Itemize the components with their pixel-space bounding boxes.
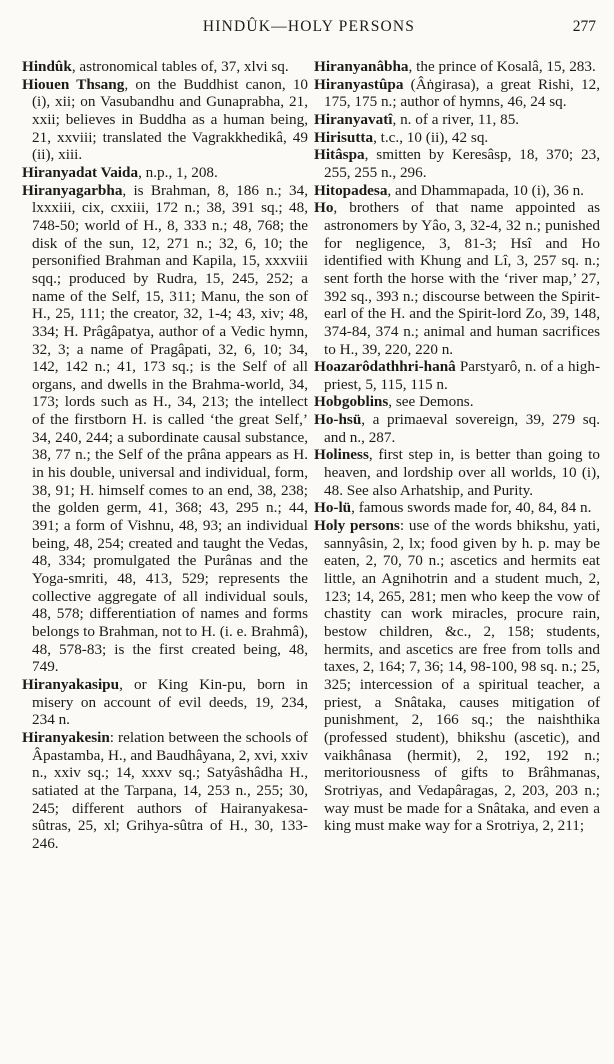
running-title: HINDÛK—HOLY PERSONS [202, 18, 416, 35]
entry-text: (Âṅgirasa), a great Rishi, 12, 175, 175 n.; author of hymns, 46, 24 sq. [324, 75, 600, 111]
index-entry [22, 76, 308, 164]
entry-headword: Hiouen Thsang [22, 75, 125, 93]
entry-text: : relation between the schools of Âpastamba, H., and Baudhâyana, 2, xvi, xxiv n., xxiv sq.; 14, xxxv sq.; Satyâshâdha H., satiated at the Tarpana, 14, 253 n., 255; 30, 245; different authors of Hairanyakesa-sûtras, 25, xl; Grihya-sûtra of H., 30, 133-246. [32, 728, 308, 852]
entry-text: , n. of a river, 11, 85. [392, 110, 520, 128]
index-entry [22, 58, 308, 76]
entry-headword: Hiranyakesin [22, 728, 110, 746]
index-entry [22, 676, 308, 729]
entry-text: , the prince of Kosalâ, 15, 283. [408, 58, 596, 75]
entry-headword: Ho-hsü [314, 411, 362, 429]
entry-headword: Hitopadesa [314, 181, 388, 199]
entry-text: Parstyarô, n. of a high-priest, 5, 115, 115 n. [324, 358, 600, 393]
entry-text: , famous swords made for, 40, 84, 84 n. [351, 499, 592, 517]
entry-headword: Hirisutta [314, 128, 374, 146]
entry-text: , is Brahman, 8, 186 n.; 34, lxxxiii, cix, cxxiii, 172 n.; 38, 391 sq.; 48, 748-50; world of H., 8, 333 n.; 48, 768; the disk of the sun, 12, 271 n.; 32, 6, 10; the personified Brahman and Kapila, 15, xxxviii sqq.; produced by Rudra, 15, 245, 252; a name of the Self, 15, 311; Manu, the son of H., 25, 111; the creator, 32, 1-4; 43, xiv; 48, 334; H. Prâgâpatya, author of a Vedic hymn, 32, 3; a name of Pragâpati, 32, 6, 10; 34, 142, 142 n.; 41, 173 sq.; is the Self of all organs, and dwells in the Brahma-world, 34, 173; lords such as H., 34, 213; the intellect of the firstborn H. is called ‘the great Self,’ 34, 240, 244; a subordinate causal substance, 38, 77 n.; the Self of the prâna appears as H. in his double, universal and individual, form, 38, 91; H. himself comes to an end, 38, 238; the golden germ, 41, 368; 43, 295 n.; 44, 391; a form of Vishnu, 48, 93; an individual being, 48, 254; created and taught the Vedas, 48, 334; promulgated the Purânas and the Yoga-smriti, 48, 413, 529; represents the collective aggregate of all individual souls, 48, 578; differentiation of names and forms belongs to Brahman, not to H. (i. e. Brahmâ), 48, 578-83; is the first created being, 48, 749. [32, 181, 308, 676]
entry-text: , or King Kin-pu, born in misery on account of evil deeds, 19, 234, 234 n. [32, 675, 308, 729]
entry-text: , smitten by Keresâsp, 18, 370; 23, 255, 255 n., 296. [324, 146, 600, 181]
entry-text: , see Demons. [388, 393, 474, 411]
entry-text: , and Dhammapada, 10 (i), 36 n. [387, 181, 584, 199]
index-entry [314, 499, 600, 517]
index-entry [22, 182, 308, 676]
entry-headword: Hobgoblins [314, 393, 389, 411]
index-column-left [22, 58, 308, 853]
entry-text: , n.p., 1, 208. [138, 163, 218, 181]
entry-headword: Hiranyakasipu [22, 675, 120, 693]
index-entry [314, 111, 600, 129]
entry-headword: Holiness [314, 446, 369, 464]
entry-headword: Hiranyanâbha [314, 58, 409, 75]
index-entry [22, 729, 308, 853]
entry-headword: Hiranyavatî [314, 110, 393, 128]
entry-headword: Ho-lü [314, 499, 352, 517]
index-entry [314, 411, 600, 446]
entry-headword: Ho [314, 199, 334, 217]
index-entry [314, 517, 600, 835]
entry-text: , t.c., 10 (ii), 42 sq. [373, 128, 489, 146]
entry-text: , a primaeval sovereign, 39, 279 sq. and n., 287. [324, 411, 600, 446]
index-entry [314, 358, 600, 393]
entry-text: , brothers of that name appointed as astronomers by Yâo, 3, 32-4, 32 n.; punished for negligence, 3, 81-3; Hsî and Ho identified with Khung and Lî, 3, 257 sq. n.; sent forth the horse with the ‘river map,’ 27, 392 sq., 393 n.; discourse between the Spirit-earl of the H. and the Spirit-lord Zo, 39, 148, 374-84, 374 n.; animal and human sacrifices to H., 39, 220, 220 n. [324, 199, 600, 358]
page-number: 277 [572, 18, 596, 35]
entry-text: : use of the words bhikshu, yati, sannyâsin, 2, lx; food given by h. p. may be eaten, 2, 70, 70 n.; ascetics and hermits eat little, an Agnihotrin and a student much, 2, 123; 14, 265, 281; men who keep the vow of chastity can work miracles, procure rain, bestow children, &c., 2, 158; students, hermits, and ascetics are free from tolls and taxes, 2, 164; 7, 36; 14, 98-100, 98 sq. n.; 25, 325; intercession of a spiritual teacher, a priest, a Snâtaka, causes mitigation of punishment, 2, 166 sq.; the naishthika (professed student), bhikshu (ascetic), and vaikhânasa (hermit), 2, 192, 192 n.; meritoriousness of gifts to Brâhmanas, Srotriyas, and Vedapâragas, 2, 203, 203 n.; way must be made for a Snâtaka, and even a king must make way for a Srotriya, 2, 211; [324, 517, 600, 835]
entry-headword: Hiranyastûpa [314, 75, 404, 93]
index-entry [314, 129, 600, 147]
entry-text: , on the Buddhist canon, 10 (i), xii; on Vasubandhu and Gunaprabha, 21, xxii; believes in Buddha as a human being, 21, xxviii; translated the Vagrakkhedikâ, 49 (ii), xiii. [32, 75, 309, 164]
index-entry [22, 164, 308, 182]
entry-headword: Hiranyadat Vaida [22, 163, 139, 181]
entry-headword: Holy persons [314, 517, 400, 535]
entry-headword: Hitâspa [314, 146, 365, 164]
index-entry [314, 393, 600, 411]
running-head [22, 18, 596, 40]
index-column-right [314, 58, 600, 835]
index-entry [314, 182, 600, 200]
entry-headword: Hiranyagarbha [22, 181, 123, 199]
index-entry [314, 199, 600, 358]
index-entry [314, 146, 600, 181]
index-entry [314, 58, 600, 76]
entry-headword: Hindûk [22, 58, 72, 75]
entry-text: , first step in, is better than going to heaven, and lordship over all worlds, 10 (i), 48. See also Arhatship, and Purity. [324, 446, 600, 499]
entry-text: , astronomical tables of, 37, xlvi sq. [71, 58, 289, 75]
entry-headword: Hoazarôdathhri-hanâ [314, 358, 456, 376]
index-entry [314, 446, 600, 499]
index-entry [314, 76, 600, 111]
